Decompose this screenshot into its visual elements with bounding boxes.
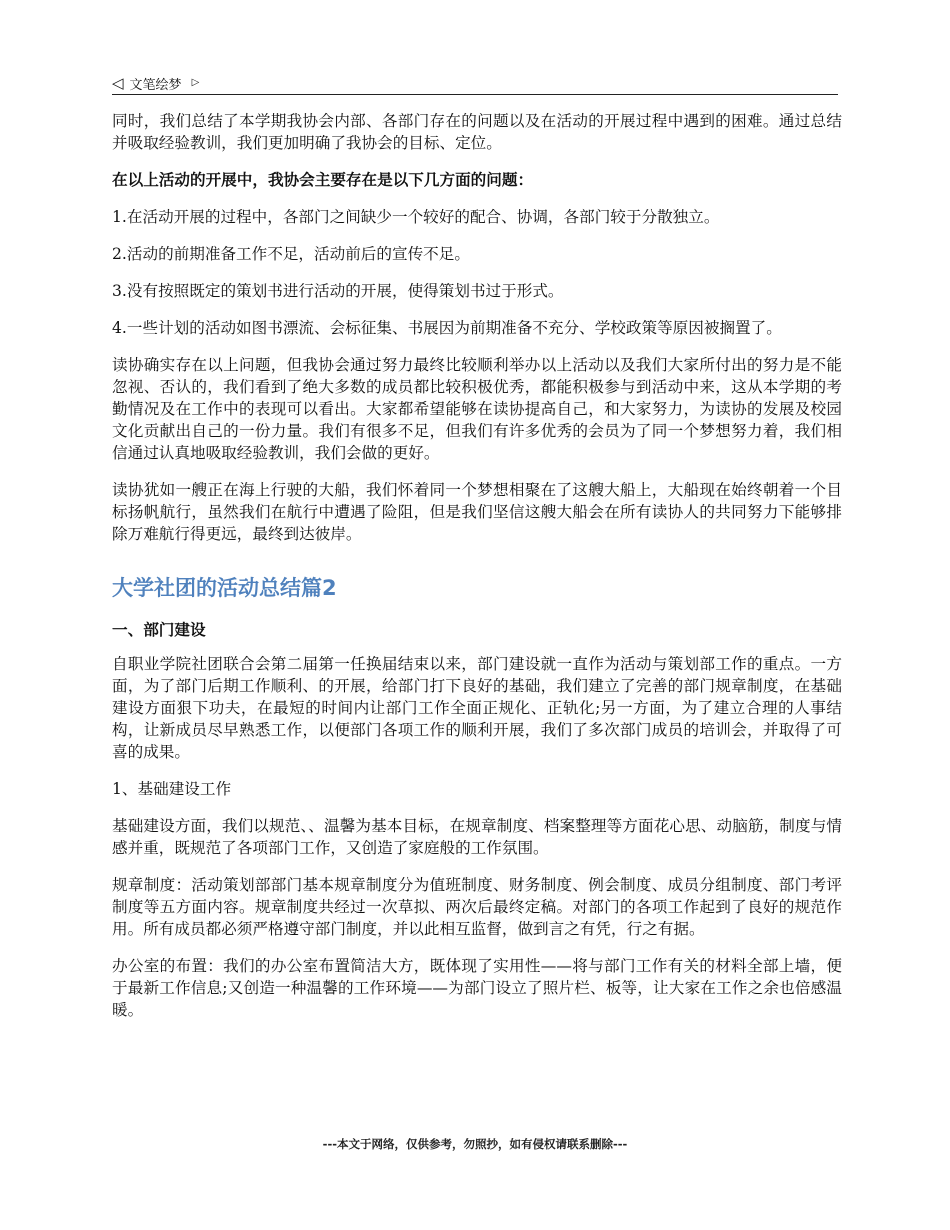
problem-item: 3.没有按照既定的策划书进行活动的开展，使得策划书过于形式。 xyxy=(112,282,564,300)
paragraph-closing: 读协确实存在以上问题，但我协会通过努力最终比较顺利举办以上活动以及我们大家所付出的努力是不能忽视、否认的，我们看到了绝大多数的成员都比较积极优秀，都能积极参与到活动中来，这从本学期的考勤情况及在工作中的表现可以看出。大家都希望能够在读协提高自己，和大家努力，为读协的发展及校园文化贡献出自己的一份力量。我们有很多不足，但我们有许多优秀的会员为了同一个梦想努力着，我们相信通过认真地吸取经验教训，我们会做的更好。 xyxy=(112,356,842,462)
item-heading: 1、基础建设工作 xyxy=(112,780,232,798)
triangle-right-icon: ▷ xyxy=(191,77,200,88)
paragraph-intro: 自职业学院社团联合会第二届第一任换届结束以来，部门建设就一直作为活动与策划部工作的重点。一方面，为了部门后期工作顺利、的开展，给部门打下良好的基础，我们建立了完善的部门规章制度，在基础建设方面狠下功夫，在最短的时间内让部门工作全面正规化、正轨化;另一方面，为了建立合理的人事结构，让新成员尽早熟悉工作，以便部门各项工作的顺利开展，我们了多次部门成员的培训会，并取得了可喜的成果。 xyxy=(112,655,842,761)
paragraph-body: 规章制度：活动策划部部门基本规章制度分为值班制度、财务制度、例会制度、成员分组制度、部门考评制度等五方面内容。规章制度共经过一次草拟、两次后最终定稿。对部门的各项工作起到了良好的规范作用。所有成员都必须严格遵守部门制度，并以此相互监督，做到言之有凭，行之有据。 xyxy=(112,876,842,938)
page-header xyxy=(112,72,838,95)
header-title: 文笔绘梦 xyxy=(129,77,182,93)
problems-heading: 在以上活动的开展中，我协会主要存在是以下几方面的问题： xyxy=(112,170,534,189)
page-footer: ---本文于网络，仅供参考，勿照抄，如有侵权请联系删除--- xyxy=(322,1137,628,1151)
paragraph-summary: 同时，我们总结了本学期我协会内部、各部门存在的问题以及在活动的开展过程中遇到的困难。通过总结并吸取经验教训，我们更加明确了我协会的目标、定位。 xyxy=(112,112,842,152)
problem-item: 1.在活动开展的过程中，各部门之间缺少一个较好的配合、协调，各部门较于分散独立。 xyxy=(112,208,720,226)
paragraph-closing: 读协犹如一艘正在海上行驶的大船，我们怀着同一个梦想相聚在了这艘大船上，大船现在始终朝着一个目标扬帆航行，虽然我们在航行中遭遇了险阻，但是我们坚信这艘大船会在所有读协人的共同努力下能够排除万难航行得更远，最终到达彼岸。 xyxy=(112,481,842,543)
paragraph-body: 基础建设方面，我们以规范、、温馨为基本目标，在规章制度、档案整理等方面花心思、动脑筋，制度与情感并重，既规范了各项部门工作，又创造了家庭般的工作氛围。 xyxy=(112,817,842,857)
problem-item: 4.一些计划的活动如图书漂流、会标征集、书展因为前期准备不充分、学校政策等原因被搁置了。 xyxy=(112,319,782,337)
section-subheading: 一、部门建设 xyxy=(112,620,206,639)
paragraph-body: 办公室的布置：我们的办公室布置简洁大方，既体现了实用性——将与部门工作有关的材料全部上墙，便于最新工作信息;又创造一种温馨的工作环境——为部门设立了照片栏、板等，让大家在工作之余也倍感温暖。 xyxy=(112,957,842,1019)
section-title: 大学社团的活动总结篇2 xyxy=(112,576,337,600)
problem-item: 2.活动的前期准备工作不足，活动前后的宣传不足。 xyxy=(112,245,470,263)
document-body xyxy=(112,110,842,1036)
triangle-left-icon: ◁ xyxy=(112,73,124,92)
